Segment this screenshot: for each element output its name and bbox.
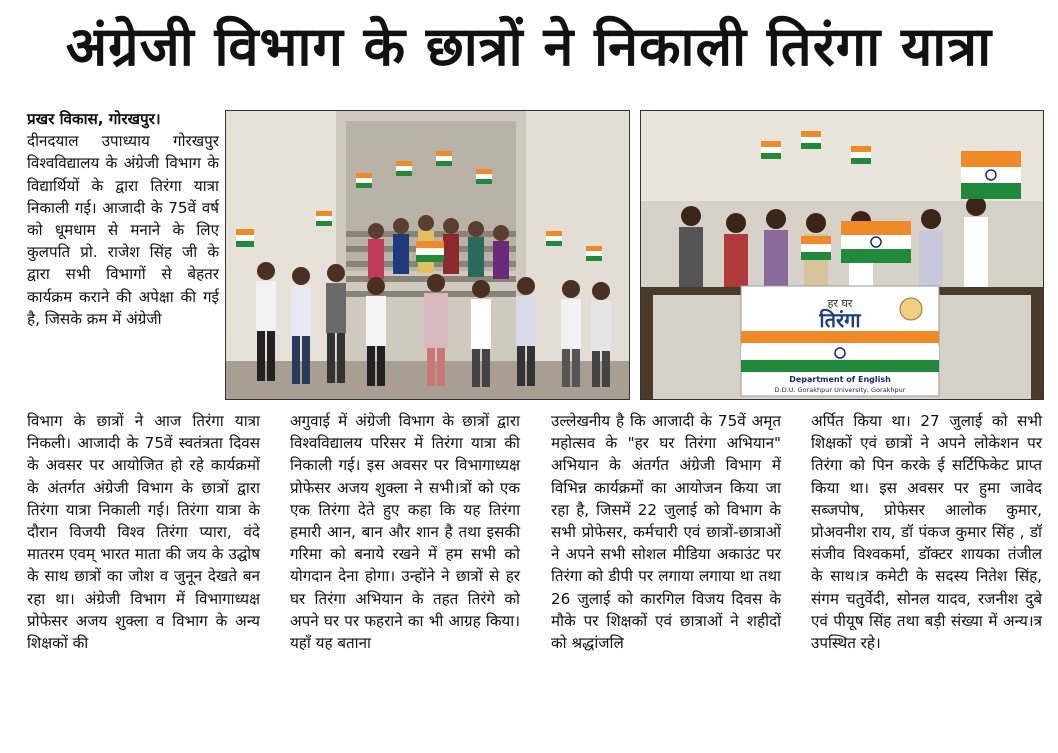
- banner-title-small: हर घर: [827, 297, 853, 310]
- photo-students-tiranga-yatra: [225, 110, 630, 400]
- article-column-1-top: [27, 108, 219, 330]
- dateline: प्रखर विकास, गोरखपुर।: [27, 110, 161, 128]
- photo-har-ghar-tiranga-banner: [640, 110, 1044, 400]
- headline: अंग्रेजी विभाग के छात्रों ने निकाली तिरंगा यात्रा: [65, 15, 993, 78]
- banner-dept: Department of English: [789, 375, 891, 384]
- banner-title-big: तिरंगा: [819, 308, 861, 332]
- photo-1-illustration: [226, 111, 629, 399]
- article-column-2: [290, 410, 520, 654]
- paragraph-col2: अगुवाई में अंग्रेजी विभाग के छात्रों द्वारा विश्वविद्यालय परिसर में तिरंगा यात्रा की निकाली गई। इस अवसर पर विभागाध्यक्ष प्रोफेसर अजय शुक्ला ने सभी।त्रों को एक एक तिरंगा देते हुए कहा कि यह तिरंगा हमारी आन, बान और शान है तथा इसकी गरिमा को बनाये रखने में हम सभी को योगदान देना होगा। उन्होंने ने छात्रों से हर घर तिरंगा अभियान के तहत तिरंगे को अपने घर पर फहराने का भी आग्रह किया। यहाँ यह बताना: [290, 412, 520, 653]
- article-column-3: [551, 410, 781, 654]
- banner-university: D.D.U. Gorakhpur University, Gorakhpur: [774, 386, 906, 394]
- paragraph-intro: दीनदयाल उपाध्याय गोरखपुर विश्वविद्यालय के अंग्रेजी विभाग के विद्यार्थियों के द्वारा तिरंगा यात्रा निकाली गई। आजादी के 75वें वर्ष को धूमधाम से मनाने के लिए कुलपति प्रो. राजेश सिंह जी के द्वारा सभी विभागों से बेहतर कार्यक्रम कराने की अपेक्षा की गई है, जिसके क्रम में अंग्रेजी: [27, 132, 219, 328]
- article-column-1-bottom: [27, 410, 260, 654]
- paragraph-col3: उल्लेखनीय है कि आजादी के 75वें अमृत महोत्सव के "हर घर तिरंगा अभियान" अभियान के अंतर्गत अंग्रेजी विभाग में विभिन्न कार्यक्रमों का आयोजन किया जा रहा है, जिसमें 22 जुलाई को विभाग के सभी प्रोफेसर, कर्मचारी एवं छात्रों-छात्राओं ने अपने सभी सोशल मीडिया अकाउंट पर तिरंगा को डीपी पर लगाया लगाया था तथा 26 जुलाई को कारगिल विजय दिवस के मौके पर शिक्षकों एवं छात्राओं ने शहीदों को श्रद्धांजलि: [551, 412, 781, 653]
- article-column-4: [811, 410, 1042, 654]
- photo-2-illustration: [641, 111, 1043, 399]
- paragraph-col1: विभाग के छात्रों ने आज तिरंगा यात्रा निकली। आजादी के 75वें स्वतंत्रता दिवस के अवसर पर आयोजित हो रहे कार्यक्रमों के अंतर्गत अंग्रेजी विभाग के छात्रों द्वारा तिरंगा यात्रा निकाली गई। तिरंगा यात्रा के दौरान विजयी विश्व तिरंगा प्यारा, वंदे मातरम एवम् भारत माता की जय के उद्घोष के साथ छात्रों का जोश व जुनून देखते बन रहा था। अंग्रेजी विभाग में विभागाध्यक्ष प्रोफेसर अजय शुक्ला व विभाग के अन्य शिक्षकों की: [27, 412, 260, 653]
- paragraph-col4: अर्पित किया था। 27 जुलाई को सभी शिक्षकों एवं छात्रों ने अपने लोकेशन पर तिरंगा को पिन करके ई सर्टिफिकेट प्राप्त किया था। इस अवसर पर हुमा जावेद सब्जपोष, प्रोफेसर आलोक कुमार, प्रोअवनीश राय, डॉ पंकज कुमार सिंह , डॉ संजीव विश्वकर्मा, डॉक्टर शायका तंजील के साथ।त्र कमेटी के सदस्य नितेश सिंह, संगम चतुर्वेदी, सोनल यादव, रजनीश दुबे एवं पीयूष सिंह तथा बड़ी संख्या में अन्य।त्र उपस्थित रहे।: [811, 412, 1042, 653]
